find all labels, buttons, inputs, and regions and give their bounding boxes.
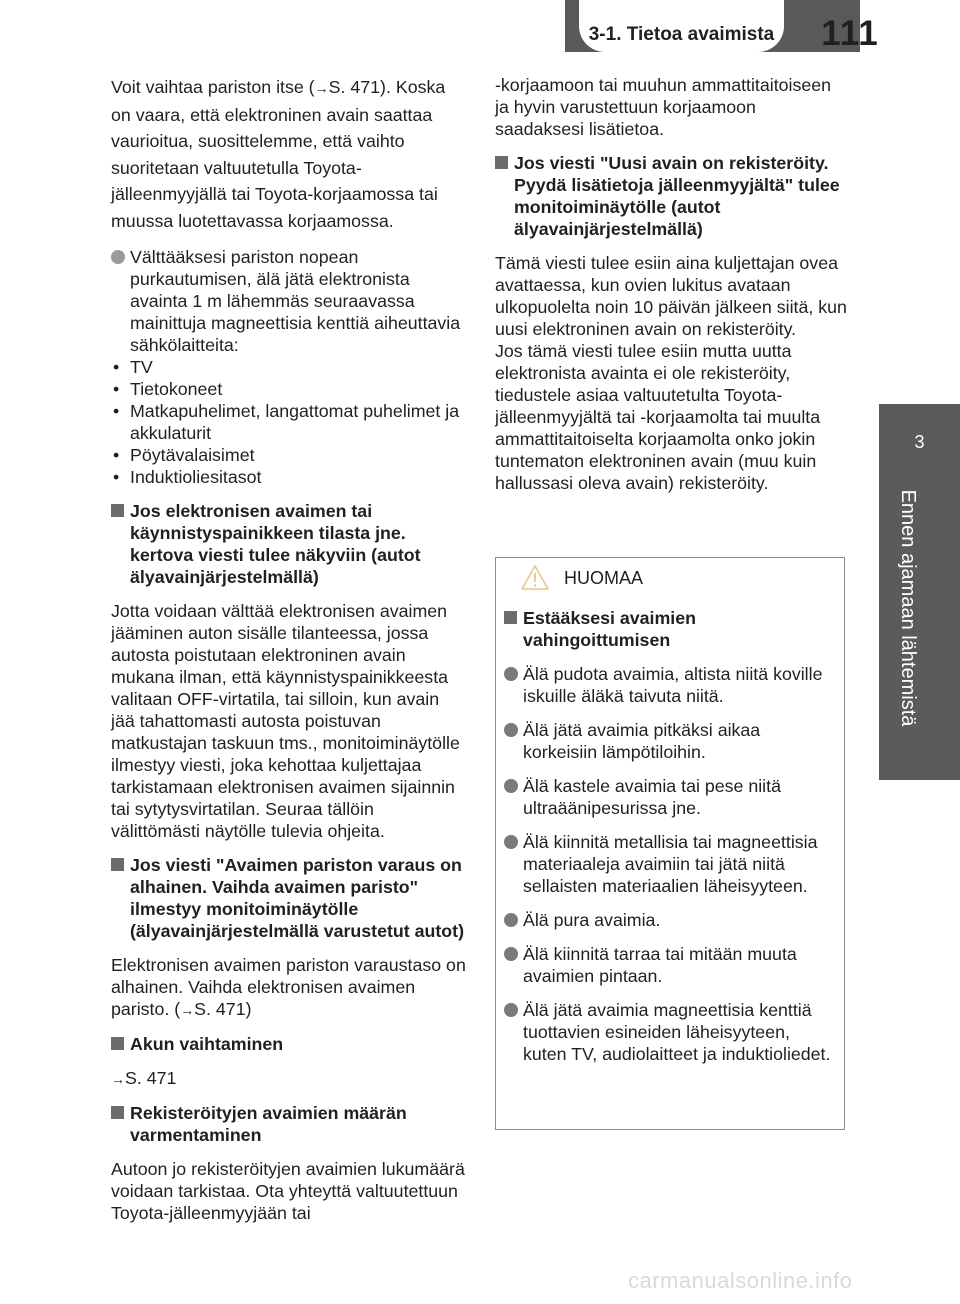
page-ref: S. 471) [194, 999, 252, 1019]
notice-item [504, 999, 836, 1065]
square-bullet-icon [495, 156, 508, 169]
notice-title: HUOMAA [564, 568, 644, 588]
heading-text: Estääksesi avaimien vahingoittumisen [523, 608, 696, 650]
section-heading [111, 1033, 466, 1055]
intro-page-ref: S. 471). [328, 77, 391, 97]
chapter-title: Ennen ajamaan lähtemistä [897, 489, 919, 727]
section-body: Jos tämä viesti tulee esiin mutta uutta elektronista avainta ei ole rekisteröity, tiedustele asiaa valtuutetulta Toyota-jälleenmyyjältä tai -korjaamolta tai muulta ammattitaitoiselta korjaamolta onko jokin tuntematon elektroninen avain (muu kuin hallussasi oleva avain) rekisteröity. [495, 341, 821, 493]
reference-arrow-icon: → [180, 1002, 195, 1018]
heading-text: Akun vaihtaminen [130, 1034, 284, 1054]
list-item: • Induktioliesitasot [111, 466, 466, 488]
watermark: carmanualsonline.info [628, 1268, 853, 1293]
heading-text: Jos viesti "Uusi avain on rekisteröity. Pyydä lisätietoja jälleenmyyjältä" tulee monitoiminäytölle (autot älyavainjärjestelmällä) [514, 153, 840, 239]
bullet-circle-icon [504, 913, 518, 927]
warning-triangle-icon [520, 564, 550, 596]
notice-body [504, 607, 836, 1065]
square-bullet-icon [111, 504, 124, 517]
list-item: • Pöytävalaisimet [111, 444, 466, 466]
notice-item [504, 775, 836, 819]
bullet-circle-icon [504, 835, 518, 849]
list-item: • Matkapuhelimet, langattomat puhelimet ja akkulaturit [111, 400, 466, 444]
section-heading [111, 500, 466, 588]
section-heading [111, 854, 466, 942]
list-item: • TV [111, 356, 466, 378]
page-ref: S. 471 [125, 1068, 177, 1088]
reference-arrow-icon: → [314, 80, 329, 96]
bullet-text: Välttääksesi pariston nopean purkautumisen, älä jätä elektronista avainta 1 m lähemmäs seuraavassa mainittuja magneettisia kenttiä aiheuttavia sähkölaitteita: [130, 247, 461, 355]
bullet-circle-icon [504, 779, 518, 793]
section-body: Jotta voidaan välttää elektronisen avaimen jääminen auton sisälle tilanteessa, jossa autosta poistutaan elektroninen avain mukana ilman, että käynnistyspainikkeesta valitaan OFF-virtatila, tai silloin, kun avain jää tahattomasti autosta poistuvan matkustajan taskuun tms., monitoiminäytölle ilmestyy viesti, joka kehottaa kuljettajaa tarkistamaan elektronisen avaimen sijainnin tai sytytysvirtatilan. Seuraa tällöin välittömästi näytölle tulevia ohjeita. [111, 601, 460, 841]
heading-text: Rekisteröityjen avaimien määrän varmentaminen [130, 1103, 407, 1145]
notice-item-text: Älä pura avaimia. [523, 910, 661, 930]
section-body: Tämä viesti tulee esiin aina kuljettajan ovea avattaessa, kun ovien lukitus avataan ulkopuolelta noin 10 päivän jälkeen siitä, kun uusi elektroninen avain on rekisteröity. [495, 253, 847, 339]
section-body [111, 954, 466, 1021]
heading-text: Jos viesti "Avaimen pariston varaus on alhainen. Vaihda avaimen paristo" ilmestyy monitoiminäytölle (älyavainjärjestelmällä varustetut autot) [130, 855, 465, 941]
heading-text: Jos elektronisen avaimen tai käynnistyspainikkeen tilasta jne. kertova viesti tulee näkyviin (autot älyavainjärjestelmällä) [130, 501, 421, 587]
square-bullet-icon [111, 858, 124, 871]
chapter-number: 3 [914, 432, 925, 452]
magnetic-field-bullet [111, 246, 466, 356]
intro-rest: Koska on vaara, että elektroninen avain saattaa vaurioitua, suosittelemme, että vaihto suoritetaan valtuutetulla Toyota-jälleenmyyjällä tai Toyota-korjaamossa tai muussa luotettavassa korjaamossa. [111, 77, 446, 231]
section-heading [495, 152, 847, 240]
list-item: • Tietokoneet [111, 378, 466, 400]
bullet-circle-icon [504, 667, 518, 681]
intro-prefix: Voit vaihtaa pariston itse ( [111, 77, 315, 97]
notice-item-text: Älä kastele avaimia tai pese niitä ultraäänipesurissa jne. [523, 776, 781, 818]
bullet-circle-icon [504, 1003, 518, 1017]
notice-item [504, 663, 836, 707]
page-number: 111 [821, 14, 879, 53]
notice-box [495, 557, 845, 1130]
square-bullet-icon [111, 1106, 124, 1119]
body-text: Elektronisen avaimen pariston varaustaso on alhainen. Vaihda elektronisen avaimen paristo. ( [111, 955, 466, 1019]
notice-item-text: Älä kiinnitä tarraa tai mitään muuta avaimien pintaan. [523, 944, 797, 986]
notice-item [504, 943, 836, 987]
notice-item-text: Älä jätä avaimia magneettisia kenttiä tuottavien esineiden läheisyyteen, kuten TV, audiolaitteet ja induktioliedet. [523, 1000, 831, 1064]
section-heading [111, 1102, 466, 1146]
notice-item [504, 909, 836, 931]
notice-item-text: Älä pudota avaimia, altista niitä koville iskuille äläkä taivuta niitä. [523, 664, 823, 706]
reference-arrow-icon: → [111, 1071, 125, 1087]
notice-item-text: Älä kiinnitä metallisia tai magneettisia materiaaleja avaimiin tai jätä niitä sellaisten materiaalien läheisyyteen. [523, 832, 818, 896]
device-list [111, 356, 466, 488]
right-column [495, 74, 847, 494]
section-body [111, 1067, 466, 1090]
notice-heading [504, 607, 836, 651]
intro-paragraph [111, 74, 466, 234]
square-bullet-icon [111, 1037, 124, 1050]
bullet-circle-icon [111, 250, 125, 264]
notice-header [496, 558, 844, 599]
notice-item [504, 719, 836, 763]
square-bullet-icon [504, 611, 517, 624]
bullet-circle-icon [504, 723, 518, 737]
section-body: Autoon jo rekisteröityjen avaimien lukumäärä voidaan tarkistaa. Ota yhteyttä valtuutettuun Toyota-jälleenmyyjään tai [111, 1159, 465, 1223]
continuation-text: -korjaamoon tai muuhun ammattitaitoiseen ja hyvin varustettuun korjaamoon saadaksesi lisätietoa. [495, 75, 832, 139]
left-column [111, 74, 466, 1224]
section-title: 3-1. Tietoa avaimista [588, 24, 775, 45]
notice-item [504, 831, 836, 897]
notice-item-text: Älä jätä avaimia pitkäksi aikaa korkeisiin lämpötiloihin. [523, 720, 761, 762]
bullet-circle-icon [504, 947, 518, 961]
